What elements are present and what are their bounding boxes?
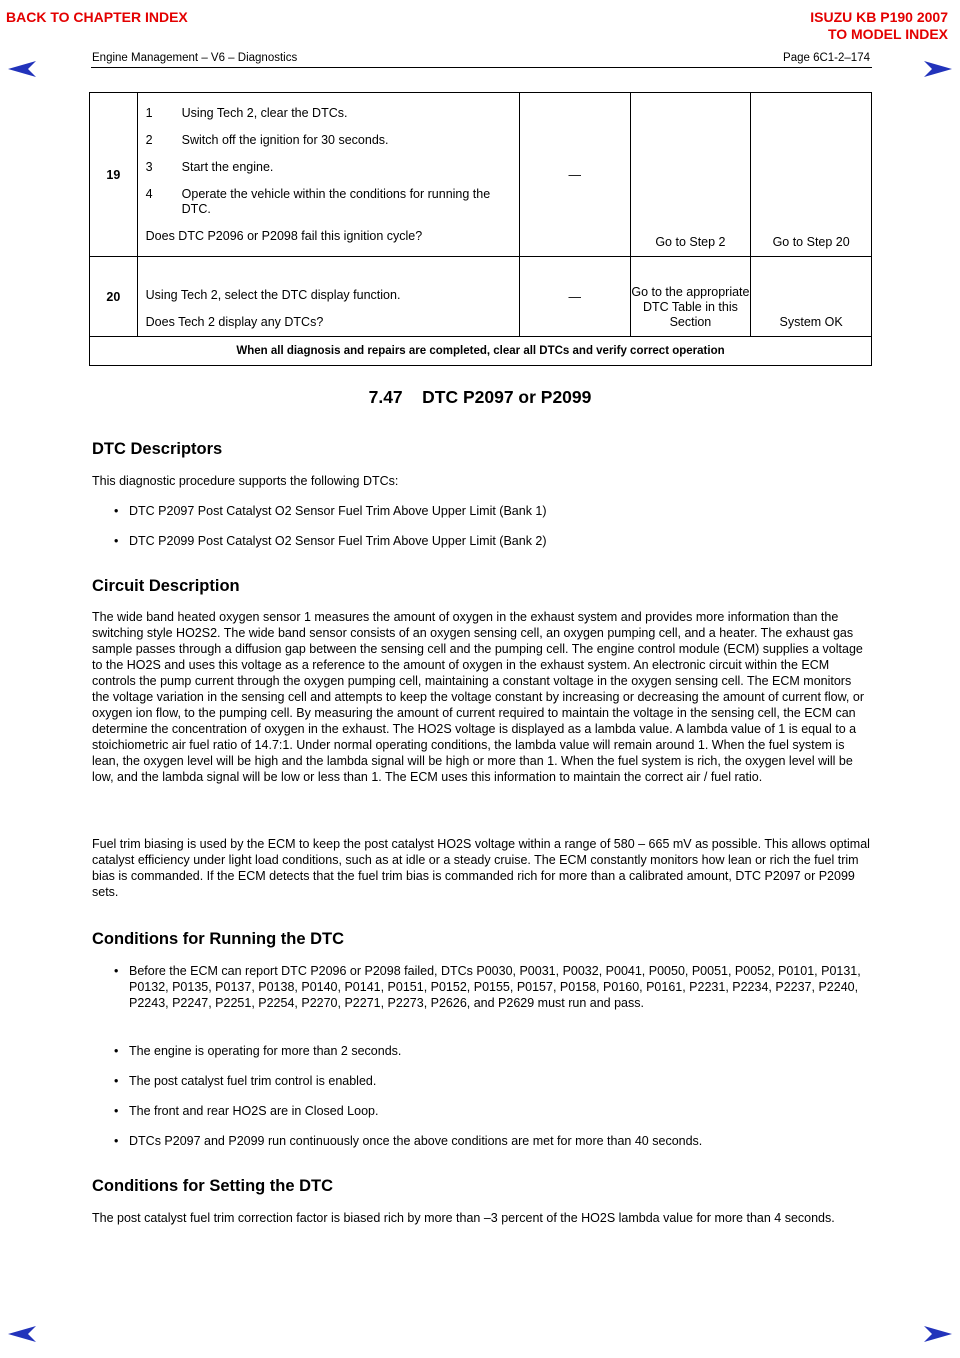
circuit-heading: Circuit Description (92, 577, 240, 595)
step-number: 20 (90, 257, 138, 337)
step-question: Does Tech 2 display any DTCs? (145, 315, 324, 329)
document-title: Engine Management – V6 – Diagnostics (92, 52, 298, 64)
step-yes: Go to Step 2 (630, 93, 751, 257)
back-to-chapter-index-link[interactable]: BACK TO CHAPTER INDEX (6, 9, 188, 25)
running-heading: Conditions for Running the DTC (92, 930, 345, 948)
section-title (0, 387, 960, 408)
next-page-arrow-bottom-icon[interactable] (924, 1326, 952, 1344)
setting-paragraph: The post catalyst fuel trim correction factor is biased rich by more than –3 percent of the HO2S lambda value for more than 4 seconds. (92, 1211, 835, 1225)
list-item: • DTCs P2097 and P2099 run continuously once the above conditions are met for more than 40 seconds. (92, 1133, 870, 1149)
bullet-icon: • (114, 1044, 119, 1058)
header-divider (91, 67, 872, 68)
step-action (137, 93, 519, 257)
circuit-paragraph-2: Fuel trim biasing is used by the ECM to keep the post catalyst HO2S voltage within a range of 580 – 665 mV as possible. This allows optimal catalyst efficiency under light load conditions, such as at idle or a steady cruise. The ECM constantly monitors how lean or rich the fuel trim bias is commanded. If the ECM detects that the fuel trim bias is commanded rich for more than a calibrated amount, DTC P2097 or P2099 sets. (92, 837, 870, 899)
list-item: • The post catalyst fuel trim control is enabled. (92, 1073, 870, 1089)
list-item: • DTC P2099 Post Catalyst O2 Sensor Fuel Trim Above Upper Limit (Bank 2) (92, 533, 870, 549)
step-no: Go to Step 20 (751, 93, 872, 257)
bullet-icon: • (114, 1074, 119, 1088)
table-footer: When all diagnosis and repairs are completed, clear all DTCs and verify correct operation (90, 337, 872, 366)
step-value: — (520, 93, 631, 257)
bullet-icon: • (114, 1104, 119, 1118)
action-item: 1 Using Tech 2, clear the DTCs. (145, 105, 348, 120)
step-number: 19 (90, 93, 138, 257)
setting-heading: Conditions for Setting the DTC (92, 1177, 334, 1195)
descriptors-intro: This diagnostic procedure supports the following DTCs: (92, 474, 399, 488)
diagnostic-table (89, 92, 872, 366)
prev-page-arrow-icon[interactable] (8, 61, 36, 79)
next-page-arrow-icon[interactable] (924, 61, 952, 79)
table-row (90, 257, 872, 337)
step-question: Does DTC P2096 or P2098 fail this ignition cycle? (145, 228, 423, 243)
section-number: 7.47 (368, 387, 403, 407)
action-item: 2 Switch off the ignition for 30 seconds. (145, 132, 389, 147)
list-item: • DTC P2097 Post Catalyst O2 Sensor Fuel Trim Above Upper Limit (Bank 1) (92, 503, 870, 519)
section-name: DTC P2097 or P2099 (422, 387, 592, 407)
bullet-icon: • (114, 504, 119, 518)
model-index-link[interactable] (810, 9, 948, 43)
action-item: 4 Operate the vehicle within the conditions for running the DTC. (145, 186, 491, 216)
step-no: System OK (751, 257, 872, 337)
bullet-icon: • (114, 534, 119, 548)
page-number: Page 6C1-2–174 (783, 52, 870, 64)
list-item: • The engine is operating for more than 2 seconds. (92, 1043, 870, 1059)
list-item: • The front and rear HO2S are in Closed Loop. (92, 1103, 870, 1119)
model-title: ISUZU KB P190 2007 (810, 9, 948, 25)
step-yes: Go to the appropriate DTC Table in this Section (630, 257, 751, 337)
action-item: Using Tech 2, select the DTC display function. (145, 288, 401, 302)
step-value: — (520, 257, 631, 337)
table-footer-row (90, 337, 872, 366)
to-model-index[interactable]: TO MODEL INDEX (827, 26, 948, 42)
circuit-paragraph-1: The wide band heated oxygen sensor 1 measures the amount of oxygen in the exhaust system and provides more information than the switching style HO2S2. The wide band sensor consists of an oxygen sensing cell, an oxygen pumping cell, and a heater. The exhaust gas sample passes through a diffusion gap between the sensing cell and the pumping cell. The engine control module (ECM) supplies a voltage to the HO2S and uses this voltage as a reference to the amount of oxygen in the exhaust system. An electronic circuit within the ECM controls the pump current through the oxygen pumping cell, maintaining a constant voltage in the oxygen sensing cell. The ECM monitors the voltage variation in the sensing cell and attempts to keep the voltage constant by increasing or decreasing the amount of current flow, or oxygen ion flow, to the pumping cell. By measuring the amount of current required to maintain the voltage in the sensing cell, the ECM can determine the concentration of oxygen in the exhaust. The HO2S voltage is displayed as a lambda value. A lambda value of 1 is equal to a stoichiometric air fuel ratio of 14.7:1. Under normal operating conditions, the lambda value will remain around 1. When the fuel system is lean, the oxygen level will be high and the lambda signal will be high or more than 1. When the fuel system is rich, the oxygen level will be low, and the lambda signal will be low or less than 1. The ECM uses this information to maintain the correct air / fuel ratio. (92, 610, 864, 784)
action-item: 3 Start the engine. (145, 159, 274, 174)
table-row (90, 93, 872, 257)
prev-page-arrow-bottom-icon[interactable] (8, 1326, 36, 1344)
step-action (137, 257, 519, 337)
bullet-icon: • (114, 964, 119, 978)
list-item: • Before the ECM can report DTC P2096 or P2098 failed, DTCs P0030, P0031, P0032, P0041, P0050, P0051, P0052, P0101, P0131, P0132, P0135, P0137, P0138, P0140, P0141, P0151, P0152, P0155, P0157, P0158, P0160, P0161, P2231, P2234, P2237, P2240, P2243, P2247, P2251, P2254, P2270, P2271, P2273, P2626, and P2629 must run and pass. (92, 963, 870, 1011)
descriptors-heading: DTC Descriptors (92, 440, 223, 458)
bullet-icon: • (114, 1134, 119, 1148)
